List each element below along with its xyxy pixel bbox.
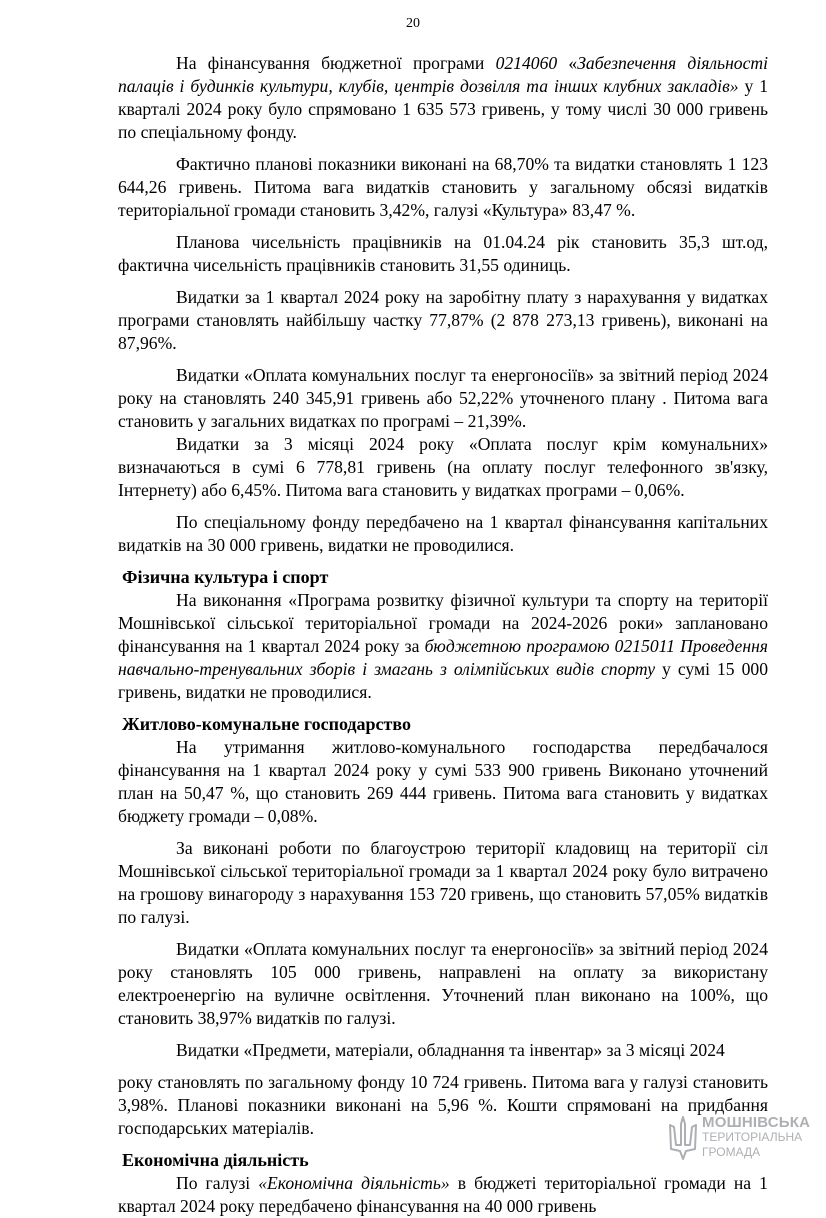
paragraph-other-services: Видатки за 3 місяці 2024 року «Оплата послуг крім комунальних» визначаються в сумі 6 778,81 гривень (на оплату послуг телефонного зв'язку, Інтернету) або 6,45%. Питома вага становить у видатках програми – 0,06%. <box>118 434 768 500</box>
watermark-text <box>702 1115 810 1160</box>
paragraph-cemetery-works: За виконані роботи по благоустрою території кладовищ на території сіл Мошнівської сільської територіальної громади за 1 квартал 2024 року було витрачено на грошову винагороду з нарахування 153 720 гривень, що становить 57,05% видатків по галузі. <box>118 838 768 927</box>
paragraph-salary-expenses: Видатки за 1 квартал 2024 року на заробітну плату з нарахування у видатках програми становлять найбільшу частку 77,87% (2 878 273,13 гривень), виконані на 87,96%. <box>118 287 768 353</box>
section-heading-housing: Житлово-комунальне господарство <box>122 714 411 734</box>
watermark-line-2: ТЕРИТОРІАЛЬНА <box>702 1130 803 1144</box>
paragraph-housing-financing: На утримання житлово-комунального господарства передбачалося фінансування на 1 квартал 2024 року у сумі 533 900 гривень Виконано уточнений план на 50,47 %, що становить 269 444 гривень. Питома вага становить у видатках бюджету громади – 0,08%. <box>118 737 768 826</box>
trident-icon <box>668 1115 698 1161</box>
watermark-line-1: МОШНІВСЬКА <box>702 1114 811 1131</box>
paragraph-economy-financing: По галузі «Економічна діяльність» в бюджеті територіальної громади на 1 квартал 2024 року передбачено фінансування на 40 000 гривень <box>118 1173 768 1216</box>
paragraph-utility-expenses: Видатки «Оплата комунальних послуг та енергоносіїв» за звітний період 2024 року на становлять 240 345,91 гривень або 52,22% уточненого плану . Питома вага становить у загальних видатках по програмі – 21,39%. <box>118 365 768 431</box>
section-heading-economy: Економічна діяльність <box>122 1150 309 1170</box>
page-number: 20 <box>406 16 420 31</box>
paragraph-actual-indicators: Фактично планові показники виконані на 68,70% та видатки становлять 1 123 644,26 гривень. Питома вага видатків становить у загальному обсязі видатків територіальної громади становить 3,42%, галузі «Культура» 83,47 %. <box>118 154 768 220</box>
paragraph-materials-expenses-b: року становлять по загальному фонду 10 724 гривень. Питома вага у галузі становить 3,98%. Планові показники виконані на 5,96 %. Кошти спрямовані на придбання господарських матеріалів. <box>118 1072 768 1138</box>
paragraph-sport-program: На виконання «Програма розвитку фізичної культури та спорту на території Мошнівської сільської територіальної громади на 2024-2026 роки» заплановано фінансування на 1 квартал 2024 року за бюджетною програмою 0215011 Проведення навчально-тренувальних зборів і змагань з олімпійських видів спорту у сумі 15 000 гривень, видатки не проводилися. <box>118 590 768 702</box>
watermark-line-3: ГРОМАДА <box>702 1145 761 1159</box>
paragraph-special-fund: По спеціальному фонду передбачено на 1 квартал фінансування капітальних видатків на 30 000 гривень, видатки не проводилися. <box>118 512 768 555</box>
paragraph-street-lighting: Видатки «Оплата комунальних послуг та енергоносіїв» за звітний період 2024 року становлять 105 000 гривень, направлені на оплату за використану електроенергію на вуличне освітлення. Уточнений план виконано на 100%, що становить 38,97% видатків по галузі. <box>118 939 768 1028</box>
document-body <box>118 52 768 1218</box>
paragraph-program-0214060: На фінансування бюджетної програми 0214060 «Забезпечення діяльності палаців і будинків культури, клубів, центрів дозвілля та інших клубних закладів» у 1 кварталі 2024 року було спрямовано 1 635 573 гривень, у тому числі 30 000 гривень по спеціальному фонду. <box>118 53 768 142</box>
community-watermark <box>668 1113 818 1165</box>
paragraph-materials-expenses-a: Видатки «Предмети, матеріали, обладнання та інвентар» за 3 місяці 2024 <box>176 1040 725 1060</box>
section-heading-sport: Фізична культура і спорт <box>122 567 329 587</box>
paragraph-staff-count: Планова чисельність працівників на 01.04.24 рік становить 35,3 шт.од, фактична чисельність працівників становить 31,55 одиниць. <box>118 232 768 275</box>
